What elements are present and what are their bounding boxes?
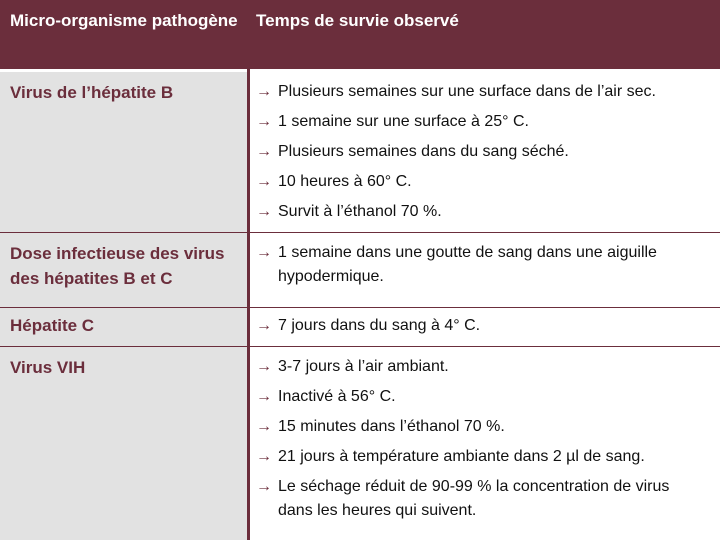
item-text: Inactivé à 56° C. — [278, 388, 396, 405]
list-item — [250, 200, 708, 224]
survival-list — [250, 355, 720, 523]
header-pathogen: Micro-organisme pathogène — [10, 11, 238, 30]
pathogen-label: Dose infectieuse des virus des hépatites B et C — [10, 244, 225, 288]
arrow-icon: → — [256, 244, 272, 261]
list-item — [250, 355, 708, 379]
survival-cell — [250, 308, 720, 346]
arrow-icon: → — [256, 317, 272, 334]
list-item — [250, 475, 708, 523]
arrow-icon: → — [256, 143, 272, 160]
list-item — [250, 80, 708, 104]
header-survival-time: Temps de survie observé — [256, 11, 459, 30]
list-item — [250, 445, 708, 469]
list-item — [250, 241, 708, 289]
pathogen-label: Hépatite C — [10, 316, 95, 335]
table-row — [0, 72, 720, 232]
pathogen-label: Virus de l’hépatite B — [10, 83, 174, 102]
pathogen-cell — [0, 72, 247, 232]
item-text: Plusieurs semaines dans du sang séché. — [278, 143, 569, 160]
item-text: 1 semaine dans une goutte de sang dans une aiguille hypodermique. — [278, 244, 657, 285]
item-text: Survit à l’éthanol 70 %. — [278, 203, 442, 220]
list-item — [250, 385, 708, 409]
arrow-icon: → — [256, 358, 272, 375]
list-item — [250, 314, 708, 338]
table-row — [0, 347, 720, 540]
arrow-icon: → — [256, 418, 272, 435]
survival-cell — [250, 347, 720, 540]
table-row — [0, 308, 720, 346]
item-text: 10 heures à 60° C. — [278, 173, 412, 190]
survival-list — [250, 241, 720, 289]
pathogen-label: Virus VIH — [10, 358, 86, 377]
item-text: 1 semaine sur une surface à 25° C. — [278, 113, 529, 130]
arrow-icon: → — [256, 448, 272, 465]
column-divider — [247, 0, 250, 540]
arrow-icon: → — [256, 113, 272, 130]
arrow-icon: → — [256, 83, 272, 100]
table-header — [0, 0, 720, 69]
arrow-icon: → — [256, 203, 272, 220]
item-text: 21 jours à température ambiante dans 2 µl de sang. — [278, 448, 645, 465]
pathogen-cell — [0, 233, 247, 307]
arrow-icon: → — [256, 388, 272, 405]
list-item — [250, 110, 708, 134]
list-item — [250, 140, 708, 164]
item-text: 15 minutes dans l’éthanol 70 %. — [278, 418, 505, 435]
pathogen-cell — [0, 347, 247, 540]
survival-list — [250, 314, 720, 338]
survival-cell — [250, 233, 720, 307]
item-text: Le séchage réduit de 90-99 % la concentration de virus dans les heures qui suivent. — [278, 478, 670, 519]
pathogen-cell — [0, 308, 247, 346]
survival-list — [250, 80, 720, 224]
survival-cell — [250, 72, 720, 232]
item-text: 7 jours dans du sang à 4° C. — [278, 317, 481, 334]
list-item — [250, 415, 708, 439]
arrow-icon: → — [256, 173, 272, 190]
list-item — [250, 170, 708, 194]
item-text: 3-7 jours à l’air ambiant. — [278, 358, 449, 375]
item-text: Plusieurs semaines sur une surface dans de l’air sec. — [278, 83, 656, 100]
table-row — [0, 233, 720, 307]
arrow-icon: → — [256, 478, 272, 495]
